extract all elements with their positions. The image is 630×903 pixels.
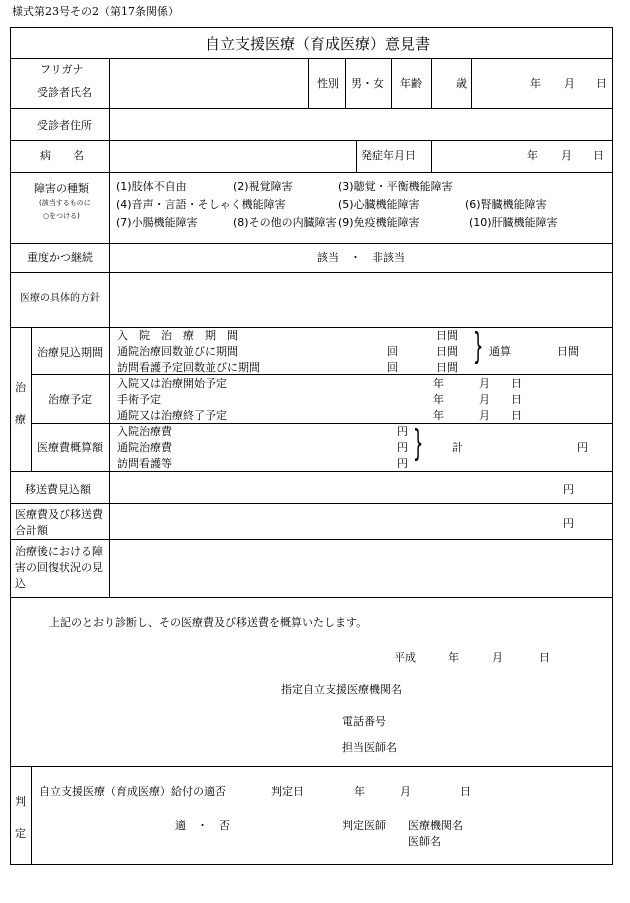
cost-row: 入院治療費	[117, 425, 172, 438]
disability-note: (該当するものに	[39, 199, 91, 207]
onset-year-unit: 年	[527, 149, 538, 162]
yen-unit: 円	[397, 441, 408, 454]
divider	[308, 58, 309, 108]
judgment-day-unit: 日	[460, 785, 471, 798]
divider	[109, 471, 110, 597]
period-row: 通院治療回数並びに期間	[117, 345, 238, 358]
cost-total-label: 計	[452, 441, 463, 454]
divider	[11, 766, 612, 767]
judgment-year-unit: 年	[354, 785, 365, 798]
divider	[431, 140, 432, 172]
total-period-label: 通算	[489, 345, 511, 358]
disability-option[interactable]: (10)肝臓機能障害	[469, 216, 558, 229]
judgment-side-label: 判	[15, 795, 26, 808]
birth-year-unit: 年	[530, 77, 541, 90]
schedule-label: 治療予定	[48, 393, 92, 406]
divider	[11, 58, 612, 59]
divider	[431, 58, 432, 108]
form-code: 様式第23号その2（第17条関係）	[12, 5, 179, 18]
divider	[471, 58, 472, 108]
right-brace: }	[413, 423, 424, 464]
transport-label: 移送費見込額	[25, 483, 91, 496]
cost-row: 通院治療費	[117, 441, 172, 454]
year-unit: 年	[433, 377, 444, 390]
period-row: 訪問看護予定回数並びに期間	[117, 361, 260, 374]
declaration-year-unit: 年	[448, 651, 459, 664]
sex-label: 性別	[317, 77, 339, 90]
divider	[11, 539, 612, 540]
yen-unit: 円	[397, 457, 408, 470]
declaration-era: 平成	[394, 651, 416, 664]
total-cost-label: 合計額	[15, 524, 48, 537]
divider	[109, 58, 110, 471]
opinion-form	[10, 27, 613, 865]
times-unit: 回	[387, 361, 398, 374]
days-unit: 日間	[436, 329, 458, 342]
disability-option[interactable]: (6)腎臓機能障害	[465, 198, 547, 211]
recovery-label: 込	[15, 577, 26, 590]
divider	[11, 471, 612, 472]
schedule-row: 入院又は治療開始予定	[117, 377, 227, 390]
divider	[356, 140, 357, 172]
divider	[31, 766, 32, 864]
disability-option[interactable]: (9)免疫機能障害	[338, 216, 420, 229]
divider	[31, 423, 612, 424]
judgment-result[interactable]: 適 ・ 否	[175, 819, 230, 832]
judgment-side-label: 定	[15, 827, 26, 840]
furigana-label: フリガナ	[40, 63, 84, 76]
disability-option[interactable]: (1)肢体不自由	[116, 180, 187, 193]
transport-yen: 円	[563, 483, 574, 496]
divider	[31, 327, 32, 471]
birth-month-unit: 月	[564, 77, 575, 90]
disability-option[interactable]: (8)その他の内臓障害	[233, 216, 337, 229]
doctor-label: 担当医師名	[342, 741, 397, 754]
divider	[11, 140, 612, 141]
total-cost-yen: 円	[563, 517, 574, 530]
divider	[11, 243, 612, 244]
day-unit: 日	[511, 409, 522, 422]
age-unit: 歳	[456, 77, 467, 90]
year-unit: 年	[433, 393, 444, 406]
eligibility-label: 自立支援医療（育成医療）給付の適否	[39, 785, 226, 798]
treatment-side-label: 療	[15, 413, 26, 426]
days-unit: 日間	[436, 361, 458, 374]
address-label: 受診者住所	[37, 119, 92, 132]
recovery-label: 治療後における障	[15, 545, 103, 558]
yen-unit: 円	[397, 425, 408, 438]
declaration-day-unit: 日	[539, 651, 550, 664]
disability-option[interactable]: (5)心臓機能障害	[338, 198, 420, 211]
sex-options[interactable]: 男・女	[351, 77, 384, 90]
cost-row: 訪問看護等	[117, 457, 172, 470]
declaration-month-unit: 月	[492, 651, 503, 664]
days-unit: 日間	[436, 345, 458, 358]
year-unit: 年	[433, 409, 444, 422]
total-cost-label: 医療費及び移送費	[15, 508, 103, 521]
disability-note: ○をつける)	[43, 212, 80, 220]
onset-month-unit: 月	[561, 149, 572, 162]
period-label: 治療見込期間	[37, 346, 103, 359]
institution-label: 指定自立支援医療機関名	[281, 683, 402, 696]
right-brace: }	[473, 326, 484, 367]
birth-day-unit: 日	[596, 77, 607, 90]
divider	[345, 58, 346, 108]
disability-option[interactable]: (7)小腸機能障害	[116, 216, 198, 229]
divider	[11, 503, 612, 504]
age-label: 年齢	[400, 77, 422, 90]
judgment-month-unit: 月	[400, 785, 411, 798]
day-unit: 日	[511, 377, 522, 390]
judge-doctor-name-label: 医師名	[408, 835, 441, 848]
cost-total-unit: 円	[577, 441, 588, 454]
judge-doctor-label: 判定医師	[342, 819, 386, 832]
divider	[11, 272, 612, 273]
total-period-unit: 日間	[557, 345, 579, 358]
divider	[11, 172, 612, 173]
disability-option[interactable]: (3)聴覚・平衡機能障害	[338, 180, 453, 193]
treatment-side-label: 治	[15, 381, 26, 394]
disability-option[interactable]: (4)音声・言語・そしゃく機能障害	[116, 198, 286, 211]
period-row: 入 院 治 療 期 間	[117, 329, 238, 342]
divider	[31, 374, 612, 375]
severe-options[interactable]: 該当 ・ 非該当	[317, 251, 405, 264]
day-unit: 日	[511, 393, 522, 406]
patient-name-label: 受診者氏名	[37, 86, 92, 99]
severe-label: 重度かつ継続	[27, 251, 93, 264]
policy-label: 医療の具体的方針	[20, 293, 100, 304]
cost-label: 医療費概算額	[37, 441, 103, 454]
onset-day-unit: 日	[593, 149, 604, 162]
month-unit: 月	[479, 393, 490, 406]
month-unit: 月	[479, 409, 490, 422]
disease-label: 病 名	[40, 149, 84, 162]
judgment-date-label: 判定日	[271, 785, 304, 798]
disability-type-label: 障害の種類	[34, 182, 89, 195]
phone-label: 電話番号	[342, 715, 386, 728]
schedule-row: 通院又は治療終了予定	[117, 409, 227, 422]
disability-option[interactable]: (2)視覚障害	[233, 180, 293, 193]
divider	[11, 108, 612, 109]
recovery-label: 害の回復状況の見	[15, 561, 103, 574]
divider	[11, 327, 612, 328]
onset-date-label: 発症年月日	[361, 149, 416, 162]
form-title: 自立支援医療（育成医療）意見書	[205, 35, 431, 53]
schedule-row: 手術予定	[117, 393, 161, 406]
divider	[11, 597, 612, 598]
month-unit: 月	[479, 377, 490, 390]
declaration-text: 上記のとおり診断し、その医療費及び移送費を概算いたします。	[49, 616, 368, 629]
divider	[391, 58, 392, 108]
times-unit: 回	[387, 345, 398, 358]
judge-institution-label: 医療機関名	[408, 819, 463, 832]
